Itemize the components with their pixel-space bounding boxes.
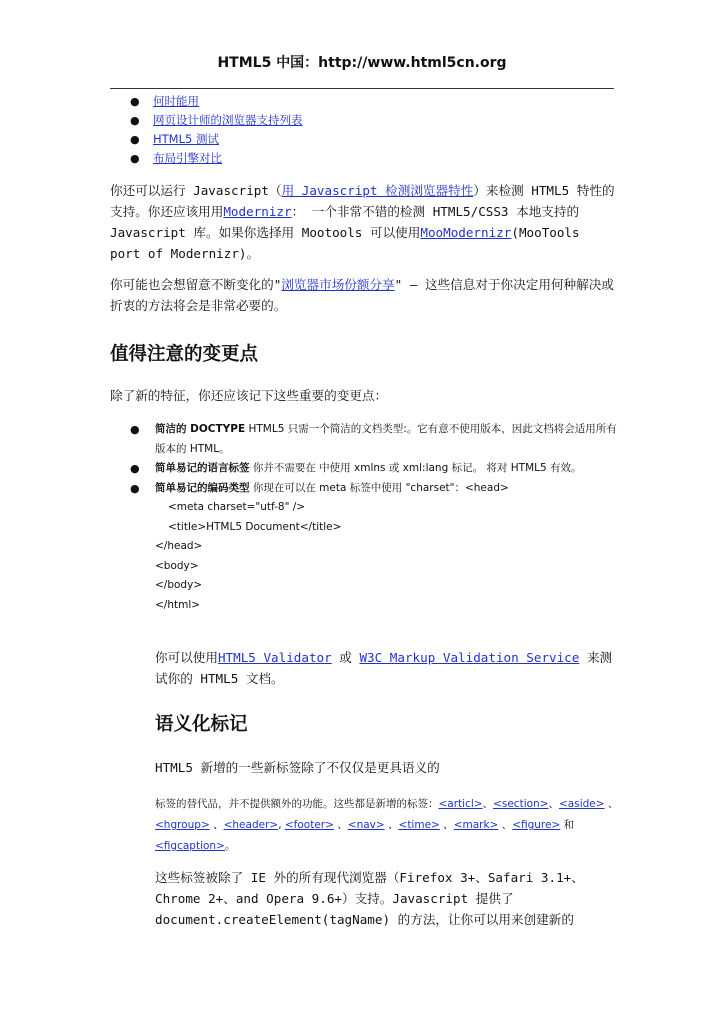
link-w3c-validator[interactable]: W3C Markup Validation Service — [359, 650, 580, 665]
link-modernizr[interactable]: Modernizr — [223, 204, 292, 219]
tag-link[interactable]: <figure> — [512, 819, 561, 831]
bullet-icon: ● — [130, 481, 140, 495]
list-item — [110, 130, 610, 149]
code-line: </html> — [155, 598, 201, 611]
link-market-share[interactable]: 浏览器市场份额分享 — [281, 277, 395, 292]
paragraph-new-tags: 标签的替代品，并不提供额外的功能。这些都是新增的标签：<articl>、<section>、<aside> 、<hgroup> 、<header>, <footer> 、<nav> 、<time> 、<mark> 、<figure> 和 <figcaption>。 — [155, 798, 619, 852]
tag-link[interactable]: <hgroup> — [155, 819, 210, 831]
paragraph-changes-intro: 除了新的特征，你还应该记下这些重要的变更点： — [110, 388, 388, 403]
bullet-icon: ● — [130, 152, 140, 165]
tag-link[interactable]: <footer> — [284, 819, 334, 831]
link-when-can-i-use[interactable]: 何时能用 — [153, 94, 199, 108]
list-item — [110, 111, 610, 130]
changes-list — [110, 420, 620, 615]
paragraph-detection: 你还可以运行 Javascript（用 Javascript 检测浏览器特性）来检测 HTML5 特性的支持。你还应该用用Modernizr： 一个非常不错的检测 HTML5/CSS3 本地支持的 Javascript 库。如果你选择用 Mootools 可以使用MooModernizr(MooTools port of Modernizr)。 — [110, 183, 615, 261]
list-item — [110, 92, 610, 111]
list-item: ● 简单易记的语言标签 你并不需要在 中使用 xmlns 或 xml:lang 标记。 将对 HTML5 有效。 — [110, 459, 620, 479]
tag-link[interactable]: <articl> — [438, 798, 483, 810]
tag-link[interactable]: <mark> — [453, 819, 499, 831]
code-line: <body> — [155, 559, 199, 572]
tag-link[interactable]: <header> — [223, 819, 279, 831]
link-html5-test[interactable]: HTML5 测试 — [153, 132, 219, 146]
code-line: <title>HTML5 Document</title> — [168, 520, 342, 533]
bullet-icon: ● — [130, 423, 140, 436]
heading-semantic-markup: 语义化标记 — [155, 714, 248, 735]
tag-link[interactable]: <aside> — [559, 798, 605, 810]
bullet-icon: ● — [130, 114, 140, 127]
list-item — [110, 149, 610, 168]
paragraph-browser-support: 这些标签被除了 IE 外的所有现代浏览器（Firefox 3+、Safari 3.1+、Chrome 2+、and Opera 9.6+）支持。Javascript 提供了document.createElement(tagName) 的方法，让你可以用来创建新的 — [155, 870, 584, 927]
link-html5-validator[interactable]: HTML5 Validator — [217, 650, 332, 665]
code-line: <meta charset="utf-8" /> — [168, 501, 306, 513]
bullet-icon: ● — [130, 95, 140, 108]
link-js-feature-detection[interactable]: 用 Javascript 检测浏览器特性 — [281, 183, 474, 198]
bullet-icon: ● — [130, 462, 140, 475]
paragraph-validator: 你可以使用HTML5 Validator 或 W3C Markup Validation Service 来测试你的 HTML5 文档。 — [155, 650, 613, 686]
paragraph-semantic-intro: HTML5 新增的一些新标签除了不仅仅是更具语义的 — [155, 760, 440, 775]
link-moomodernizr[interactable]: MooModernizr — [420, 225, 512, 240]
heading-notable-changes: 值得注意的变更点 — [110, 344, 259, 365]
code-line: </head> — [155, 540, 203, 552]
link-layout-engine-comparison[interactable]: 布局引擎对比 — [153, 151, 222, 165]
tag-link[interactable]: <nav> — [347, 819, 385, 831]
tag-link[interactable]: <section> — [493, 798, 549, 810]
tag-link[interactable]: <time> — [398, 819, 440, 831]
list-item: ● 简单易记的编码类型 你现在可以在 meta 标签中使用 "charset"：<head> <meta charset="utf-8" /> <title>HTML5 Document</title> </head> <body> </body> </html> — [110, 479, 620, 616]
paragraph-market-share: 你可能也会想留意不断变化的"浏览器市场份额分享" — 这些信息对于你决定用何种解决或折衷的方法将会是非常必要的。 — [110, 277, 614, 313]
header-divider — [110, 88, 614, 89]
browser-support-links — [110, 92, 610, 168]
bullet-icon: ● — [130, 133, 140, 146]
page-header: HTML5 中国：http://www.html5cn.org — [217, 55, 507, 71]
link-browser-support-list[interactable]: 网页设计师的浏览器支持列表 — [153, 113, 303, 127]
code-line: </body> — [155, 579, 203, 591]
list-item: ● 简洁的 DOCTYPE HTML5 只需一个简洁的文档类型:。它有意不使用版本，因此文档将会适用所有版本的 HTML。 — [110, 420, 620, 459]
tag-link[interactable]: <figcaption> — [155, 840, 225, 852]
